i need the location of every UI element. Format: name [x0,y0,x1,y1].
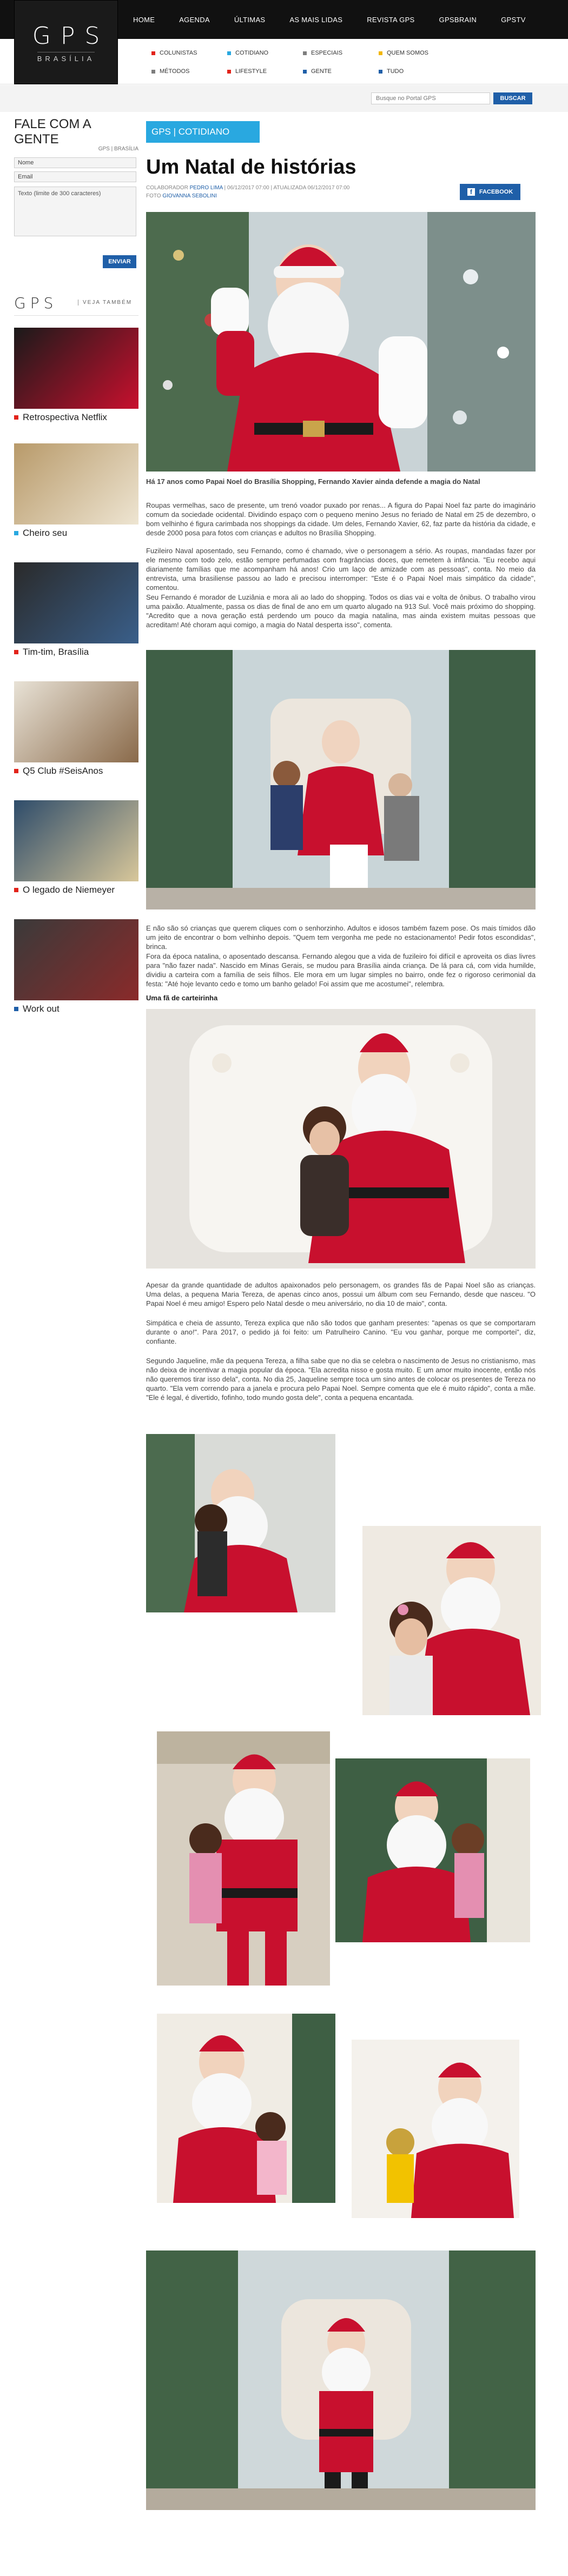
message-field[interactable]: Texto (limite de 300 caracteres) [14,187,136,236]
category-item[interactable] [379,50,454,56]
gallery-photo-2[interactable] [362,1526,541,1715]
author-link[interactable]: PEDRO LIMA [189,185,223,191]
article-meta [146,184,349,200]
category-label: ESPECIAIS [311,50,343,56]
category-dot-icon [303,51,307,55]
category-item[interactable] [227,68,303,75]
related-title[interactable] [14,528,138,539]
paragraph-8: Segundo Jaqueline, mãe da pequena Tereza, a filha sabe que no dia se celebra o nascimento de Jesus no cristianismo, mas não deixa de incentivar a magia popular da época. "Ela acredita nisso e gosta muito. E um amor muito inocente, então nós não queremos tirar isso dela", conta. No dia 25, Jaqueline sempre toca um sino antes de colocar os presentes de Tereza no quarto. "Ela vem correndo para a janela e procura pelo Papai Noel. Sempre comenta que ele é muito rápido", conta a mãe. "Ele é legal, é divertido, fofinho, todo mundo gosta dele", conta a pequena encantada. [146,1357,536,1402]
square-bullet-icon [14,531,18,535]
photo-family [146,650,536,909]
related-item[interactable] [14,562,138,658]
nav-agenda[interactable]: AGENDA [179,15,210,24]
see-also-header [14,294,138,316]
related-item[interactable] [14,328,138,423]
see-also-label: VEJA TAMBÉM [78,300,132,306]
related-title[interactable] [14,647,138,658]
related-thumbnail[interactable] [14,681,138,762]
photo-prefix: FOTO [146,193,161,199]
category-label: LIFESTYLE [235,68,267,75]
category-dot-icon [151,51,155,55]
name-field[interactable]: Nome [14,157,136,168]
gallery-photo-1[interactable] [146,1434,335,1612]
related-item[interactable] [14,681,138,776]
related-title-text: Retrospectiva Netflix [23,412,107,422]
paragraph-1: Roupas vermelhas, saco de presente, um trenó voador puxado por renas... A figura do Papai Noel faz parte do imaginário comum da sociedade ocidental. Dividindo espaço com o pequeno menino Jesus no feriado de Natal em 25 de dezembro, o bom velhinho é figura carimbada nos shoppings da cidade. Um deles, Fernando Xavier, 62, faz parte da história da cidade, e desde 2000 posa para fotos com crianças e adultos no Brasília Shopping. [146,501,536,537]
search-row [0,85,568,112]
logo-text: GPS [32,22,110,50]
see-also-logo: GPS [14,294,58,312]
gallery-photo-7[interactable] [146,2250,536,2510]
category-dot-icon [379,51,382,55]
site-logo[interactable] [14,0,118,84]
category-dot-icon [151,70,155,74]
nav-ultimas[interactable]: ÚLTIMAS [234,15,266,24]
related-thumbnail[interactable] [14,562,138,643]
category-item[interactable] [151,50,227,56]
nav-mais-lidas[interactable]: AS MAIS LIDAS [289,15,343,24]
article-title: Um Natal de histórias [146,156,356,178]
facebook-icon: f [467,188,475,196]
category-item[interactable] [303,68,379,75]
byline-prefix: COLABORADOR [146,185,188,191]
category-tag[interactable]: GPS | COTIDIANO [146,121,260,143]
main-nav [133,0,550,39]
related-item[interactable] [14,443,138,539]
related-title-text: Tim-tim, Brasília [23,647,89,657]
nav-gpstv[interactable]: GPSTV [501,15,526,24]
paragraph-6: Apesar da grande quantidade de adultos apaixonados pelo personagem, os grandes fãs de Papai Noel são as crianças. Uma delas, a pequena Maria Tereza, de apenas cinco anos, possui um álbum com seu Fernando, desde que nasceu. "O Papai Noel é meu amigo! Espero pelo Natal desde o meu aniversário, no dia 10 de maio", conta. [146,1281,536,1307]
search-button[interactable]: BUSCAR [493,92,532,104]
related-thumbnail[interactable] [14,919,138,1000]
facebook-share-button[interactable] [460,184,520,200]
related-thumbnail[interactable] [14,800,138,881]
related-item[interactable] [14,800,138,895]
category-label: COLUNISTAS [160,50,197,56]
related-title[interactable] [14,1004,138,1014]
category-dot-icon [303,70,307,74]
paragraph-4: E não são só crianças que querem cliques com o senhorzinho. Adultos e idosos também fazem pose. Os mais tímidos dão um jeito de encontrar o bom velhinho depois. "Quem tem vergonha me pede no estacionamento! Pedir fotos escondidas", brinca. [146,924,536,951]
square-bullet-icon [14,1007,18,1011]
square-bullet-icon [14,769,18,773]
category-dot-icon [227,70,231,74]
related-title-text: Q5 Club #SeisAnos [23,766,103,776]
square-bullet-icon [14,415,18,420]
nav-gpsbrain[interactable]: GPSBRAIN [439,15,477,24]
related-title[interactable] [14,766,138,776]
category-item[interactable] [303,50,379,56]
logo-city: BRASÍLIA [37,52,95,63]
related-title-text: Work out [23,1004,60,1014]
paragraph-5: Fora da época natalina, o aposentado descansa. Fernando alegou que a vida de fuzileiro foi difícil e aproveita os dias livres para "não fazer nada". Nascido em Minas Gerais, se mudou para Brasília ainda criança. De lá para cá, com vida humilde, dividiu a carteira com a família de seis filhos. Ele mora em um lugar simples no bairro, onde fez o rigoroso cerimonial da festa: "Até hoje levanto cedo e tomo um banho gelado! Foi assim que me acostumei", relembra. [146,952,536,988]
contact-title: FALE COM A GENTE [14,117,91,147]
contact-subtitle: GPS | BRASÍLIA [98,146,138,152]
category-label: COTIDIANO [235,50,269,56]
photographer-link[interactable]: GIOVANNA SEBOLINI [162,193,217,199]
category-label: GENTE [311,68,332,75]
related-title[interactable] [14,885,138,895]
email-field[interactable]: Email [14,171,136,182]
photo-santa-girl [146,1009,536,1269]
square-bullet-icon [14,650,18,654]
category-label: QUEM SOMOS [387,50,429,56]
category-item[interactable] [227,50,303,56]
gallery-photo-3[interactable] [157,1731,330,1986]
nav-revista[interactable]: REVISTA GPS [367,15,415,24]
hero-photo [146,212,536,472]
gallery-photo-4[interactable] [335,1758,530,1942]
related-item[interactable] [14,919,138,1014]
related-thumbnail[interactable] [14,328,138,409]
related-title[interactable] [14,412,138,423]
paragraph-3: Seu Fernando é morador de Luziânia e mora ali ao lado do shopping. Todos os dias vai e volta de ônibus. O trabalho virou uma paixão. Atualmente, passa os dias de final de ano em um quarto alugado na 913 Sul. Você mais próximo do shopping. "Acredito que a nova geração está perdendo um pouco da magia natalina, mas ainda existem muitas pessoas que acreditam! Até choram aqui comigo, a magia do Natal desperta isso", comenta. [146,593,536,629]
article-dates: | 06/12/2017 07:00 | ATUALIZADA 06/12/2017 07:00 [224,185,350,191]
related-title-text: Cheiro seu [23,528,68,538]
nav-home[interactable]: HOME [133,15,155,24]
section-subhead: Uma fã de carteirinha [146,994,218,1002]
contact-form [14,115,138,265]
category-dot-icon [379,70,382,74]
paragraph-7: Simpática e cheia de assunto, Tereza explica que não são todos que ganham presentes: "apenas os que se comportaram durante o ano!". Para 2017, o pedido já foi feito: um Patrulheiro Canino. "Eu vou ganhar, porque me comportei", diz, confiante. [146,1319,536,1345]
category-label: TUDO [387,68,404,75]
square-bullet-icon [14,888,18,892]
category-item [454,50,530,56]
related-thumbnail[interactable] [14,443,138,525]
photo-caption: Há 17 anos como Papai Noel do Brasília Shopping, Fernando Xavier ainda defende a magia do Natal [146,477,480,486]
gallery-photo-5[interactable] [157,2014,335,2203]
gallery-photo-6[interactable] [352,2040,519,2218]
category-dot-icon [227,51,231,55]
send-button[interactable]: ENVIAR [103,255,136,268]
category-item[interactable] [379,68,454,75]
facebook-share-label: FACEBOOK [479,189,513,195]
category-item[interactable] [151,68,227,75]
search-input[interactable] [371,92,490,104]
paragraph-2: Fuzileiro Naval aposentado, seu Fernando, como é chamado, vive o personagem a sério. As roupas, mandadas fazer por ele mesmo com todo zelo, estão sempre perfumadas com fragrâncias doces, que remetem à infância. "Eu recebo aqui diariamente famílias que me acompanham há anos! Crio um laço de amizade com as pessoas", conta. No meio da entrevista, uma brasiliense passou ao lado e precisou interromper: "Este é o Papai Noel mais simpático da cidade", comentou. [146,547,536,592]
related-title-text: O legado de Niemeyer [23,885,115,895]
category-label: MÉTODOS [160,68,190,75]
